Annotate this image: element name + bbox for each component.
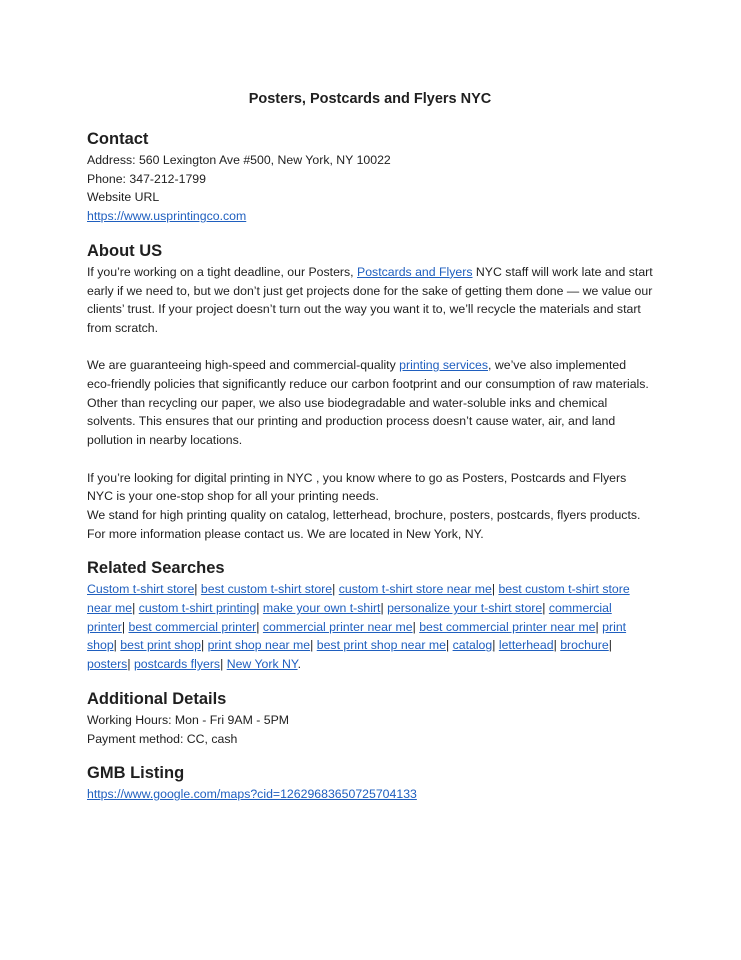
about-p2-text-b: , we’ve also implemented eco-friendly policies that significantly reduce our carbon footprint and our consumption of raw materials. Other than recycling our paper, we also use biodegradable and water-soluble inks and chemical solvents. This ensures that our printing and production process doesn’t cause water, air, and land pollution in nearby locations. xyxy=(87,358,649,448)
link-separator: | xyxy=(553,638,557,653)
related-search-link[interactable]: best print shop near me xyxy=(316,638,446,653)
contact-section xyxy=(87,128,653,226)
related-search-link[interactable]: print shop xyxy=(87,619,627,653)
gmb-listing-heading: GMB Listing xyxy=(87,764,185,783)
related-search-link[interactable]: best commercial printer xyxy=(128,619,257,634)
related-search-link[interactable]: commercial printer xyxy=(87,601,612,634)
link-separator: | xyxy=(445,638,450,653)
link-separator: | xyxy=(310,638,314,653)
related-search-link[interactable]: custom t-shirt printing xyxy=(138,601,257,616)
document-title: Posters, Postcards and Flyers NYC xyxy=(248,91,492,107)
related-searches-heading: Related Searches xyxy=(87,559,225,578)
related-search-link[interactable]: New York NY xyxy=(226,657,298,672)
related-search-link[interactable]: brochure xyxy=(560,638,609,653)
related-search-link[interactable]: personalize your t-shirt store xyxy=(387,601,543,616)
contact-address: Address: 560 Lexington Ave #500, New York, NY 10022 xyxy=(87,153,391,167)
additional-details-heading: Additional Details xyxy=(87,689,227,708)
link-separator: | xyxy=(492,638,496,653)
printing-services-link[interactable]: printing services xyxy=(399,358,489,373)
paragraph-gap xyxy=(87,450,653,469)
related-search-link[interactable]: best commercial printer near me xyxy=(419,619,596,634)
website-link[interactable]: https://www.usprintingco.com xyxy=(87,209,247,224)
payment-method: Payment method: CC, cash xyxy=(87,731,238,746)
gmb-listing-section xyxy=(87,762,653,804)
list-end-period: . xyxy=(297,657,301,672)
related-search-link[interactable]: letterhead xyxy=(498,638,554,653)
link-separator: | xyxy=(127,657,131,672)
about-p1-text-a: If you’re working on a tight deadline, our Posters, xyxy=(87,264,357,279)
related-search-link[interactable]: postcards flyers xyxy=(133,657,221,672)
related-search-link[interactable]: best custom t-shirt store xyxy=(200,582,333,597)
related-search-link[interactable]: commercial printer near me xyxy=(262,619,413,634)
working-hours: Working Hours: Mon - Fri 9AM - 5PM xyxy=(87,712,290,727)
about-paragraph-4: We stand for high printing quality on catalog, letterhead, brochure, posters, postcards, flyers products. For more information please contact us. We are located in New York, NY. xyxy=(87,507,641,541)
related-search-link[interactable]: best print shop xyxy=(120,638,201,653)
related-searches-section xyxy=(87,557,653,674)
link-separator: | xyxy=(380,601,384,616)
about-heading: About US xyxy=(87,241,163,260)
about-paragraph-1 xyxy=(87,263,653,338)
contact-heading: Contact xyxy=(87,130,149,148)
related-search-link[interactable]: Custom t-shirt store xyxy=(87,582,195,597)
link-separator: | xyxy=(412,619,416,634)
gmb-listing-link[interactable]: https://www.google.com/maps?cid=12629683650725704133 xyxy=(87,787,417,802)
about-p1-text-b: NYC staff will work late and start early if we need to, but we don’t just get projects done for the sake of getting them done — we value our clients’ trust. If your project doesn’t turn out the way you want it to, we’ll recycle the materials and start from scratch. xyxy=(87,264,653,335)
paragraph-gap xyxy=(87,338,653,357)
postcards-and-flyers-link[interactable]: Postcards and Flyers xyxy=(357,264,473,279)
related-search-link[interactable]: posters xyxy=(87,657,128,672)
related-search-link[interactable]: print shop near me xyxy=(207,638,311,653)
related-search-link[interactable]: best custom t-shirt store near me xyxy=(87,582,630,616)
link-separator: | xyxy=(256,601,260,616)
link-separator: | xyxy=(194,582,198,597)
additional-details-section xyxy=(87,688,653,748)
link-separator: | xyxy=(491,582,496,597)
link-separator: | xyxy=(608,638,612,653)
link-separator: | xyxy=(121,619,126,634)
about-paragraph-3: If you’re looking for digital printing in NYC , you know where to go as Posters, Postcards and Flyers NYC is your one-stop shop for all your printing needs. xyxy=(87,470,627,504)
about-p2-text-a: We are guaranteeing high-speed and commercial-quality xyxy=(87,358,400,373)
link-separator: | xyxy=(256,619,260,634)
link-separator: | xyxy=(332,582,336,597)
link-separator: | xyxy=(132,601,136,616)
related-searches-list xyxy=(87,580,653,674)
link-separator: | xyxy=(220,657,224,672)
link-separator: | xyxy=(595,619,599,634)
about-paragraph-2 xyxy=(87,356,653,450)
about-section xyxy=(87,240,653,544)
related-search-link[interactable]: catalog xyxy=(452,638,493,653)
link-separator: | xyxy=(200,638,205,653)
link-separator: | xyxy=(113,638,117,653)
link-separator: | xyxy=(542,601,546,616)
related-search-link[interactable]: custom t-shirt store near me xyxy=(338,582,492,597)
contact-phone: Phone: 347-212-1799 xyxy=(87,171,206,186)
contact-website-label: Website URL xyxy=(87,190,160,205)
related-search-link[interactable]: make your own t-shirt xyxy=(262,601,381,616)
